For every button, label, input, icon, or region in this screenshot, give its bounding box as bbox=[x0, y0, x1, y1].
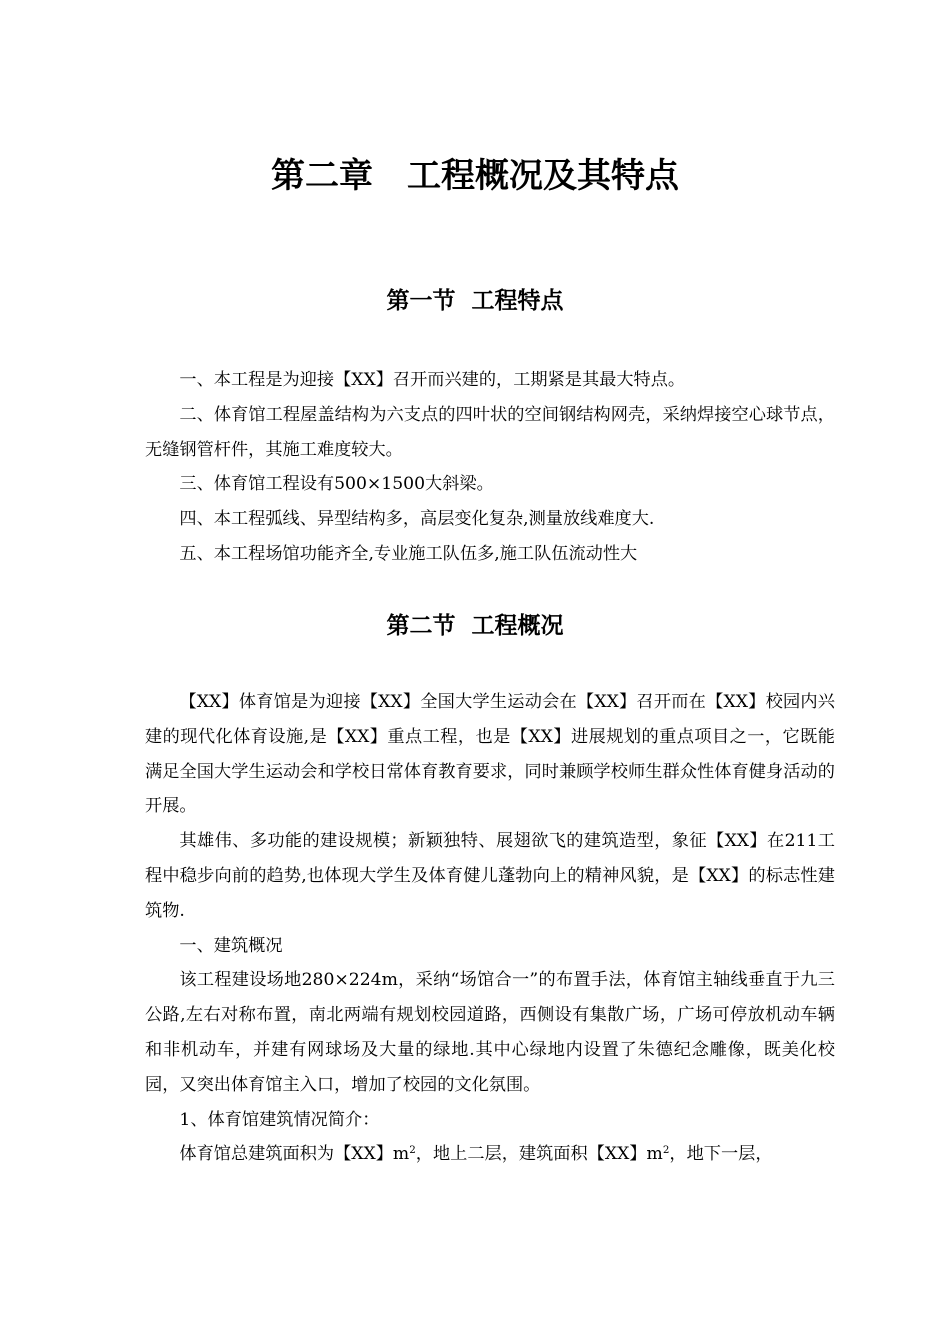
overview-paragraph-area bbox=[145, 1137, 835, 1172]
overview-paragraph-2: 其雄伟、多功能的建设规模；新颖独特、展翅欲飞的建筑造型，象征【XX】在211工程中稳步向前的趋势,也体现大学生及体育健儿蓬勃向上的精神风貌，是【XX】的标志性建筑物. bbox=[145, 831, 835, 921]
chapter-title: 第二章 工程概况及其特点 bbox=[271, 156, 679, 196]
feature-paragraph-4: 四、本工程弧线、异型结构多，高层变化复杂,测量放线难度大. bbox=[179, 509, 655, 530]
section-title-overview: 第二节 工程概况 bbox=[386, 613, 564, 639]
area-text-part3: ，地下一层， bbox=[669, 1144, 773, 1165]
area-text-part1: 体育馆总建筑面积为【XX】m bbox=[179, 1144, 410, 1165]
overview-paragraph-1: 【XX】体育馆是为迎接【XX】全国大学生运动会在【XX】召开而在【XX】校园内兴建的现代化体育设施,是【XX】重点工程，也是【XX】进展规划的重点项目之一，它既能满足全国大学生运动会和学校日常体育教育要求，同时兼顾学校师生群众性体育健身活动的开展。 bbox=[145, 692, 835, 817]
section-title-features: 第一节 工程特点 bbox=[386, 288, 564, 314]
overview-heading-gym-intro: 1、体育馆建筑情况简介： bbox=[179, 1109, 380, 1130]
area-unit-superscript-1: 2 bbox=[409, 1144, 416, 1157]
section-overview-body bbox=[145, 685, 835, 1172]
section-features-body bbox=[145, 363, 835, 572]
feature-paragraph-5: 五、本工程场馆功能齐全,专业施工队伍多,施工队伍流动性大 bbox=[179, 543, 638, 564]
feature-paragraph-2: 二、体育馆工程屋盖结构为六支点的四叶状的空间钢结构网壳，采纳焊接空心球节点，无缝钢管杆件，其施工难度较大。 bbox=[145, 404, 835, 460]
overview-heading-architecture: 一、建筑概况 bbox=[179, 935, 283, 956]
area-unit-superscript-2: 2 bbox=[662, 1144, 670, 1157]
area-text-part2: ，地上二层，建筑面积【XX】m bbox=[415, 1144, 663, 1165]
feature-paragraph-1: 一、本工程是为迎接【XX】召开而兴建的，工期紧是其最大特点。 bbox=[179, 370, 686, 390]
overview-paragraph-site: 该工程建设场地280×224m，采纳“场馆合一”的布置手法，体育馆主轴线垂直于九三公路,左右对称布置，南北两端有规划校园道路，西侧设有集散广场，广场可停放机动车辆和非机动车，并建有网球场及大量的绿地.其中心绿地内设置了朱德纪念雕像，既美化校园，又突出体育馆主入口，增加了校园的文化氛围。 bbox=[145, 970, 835, 1095]
feature-paragraph-3: 三、体育馆工程设有500×1500大斜梁。 bbox=[179, 474, 494, 495]
